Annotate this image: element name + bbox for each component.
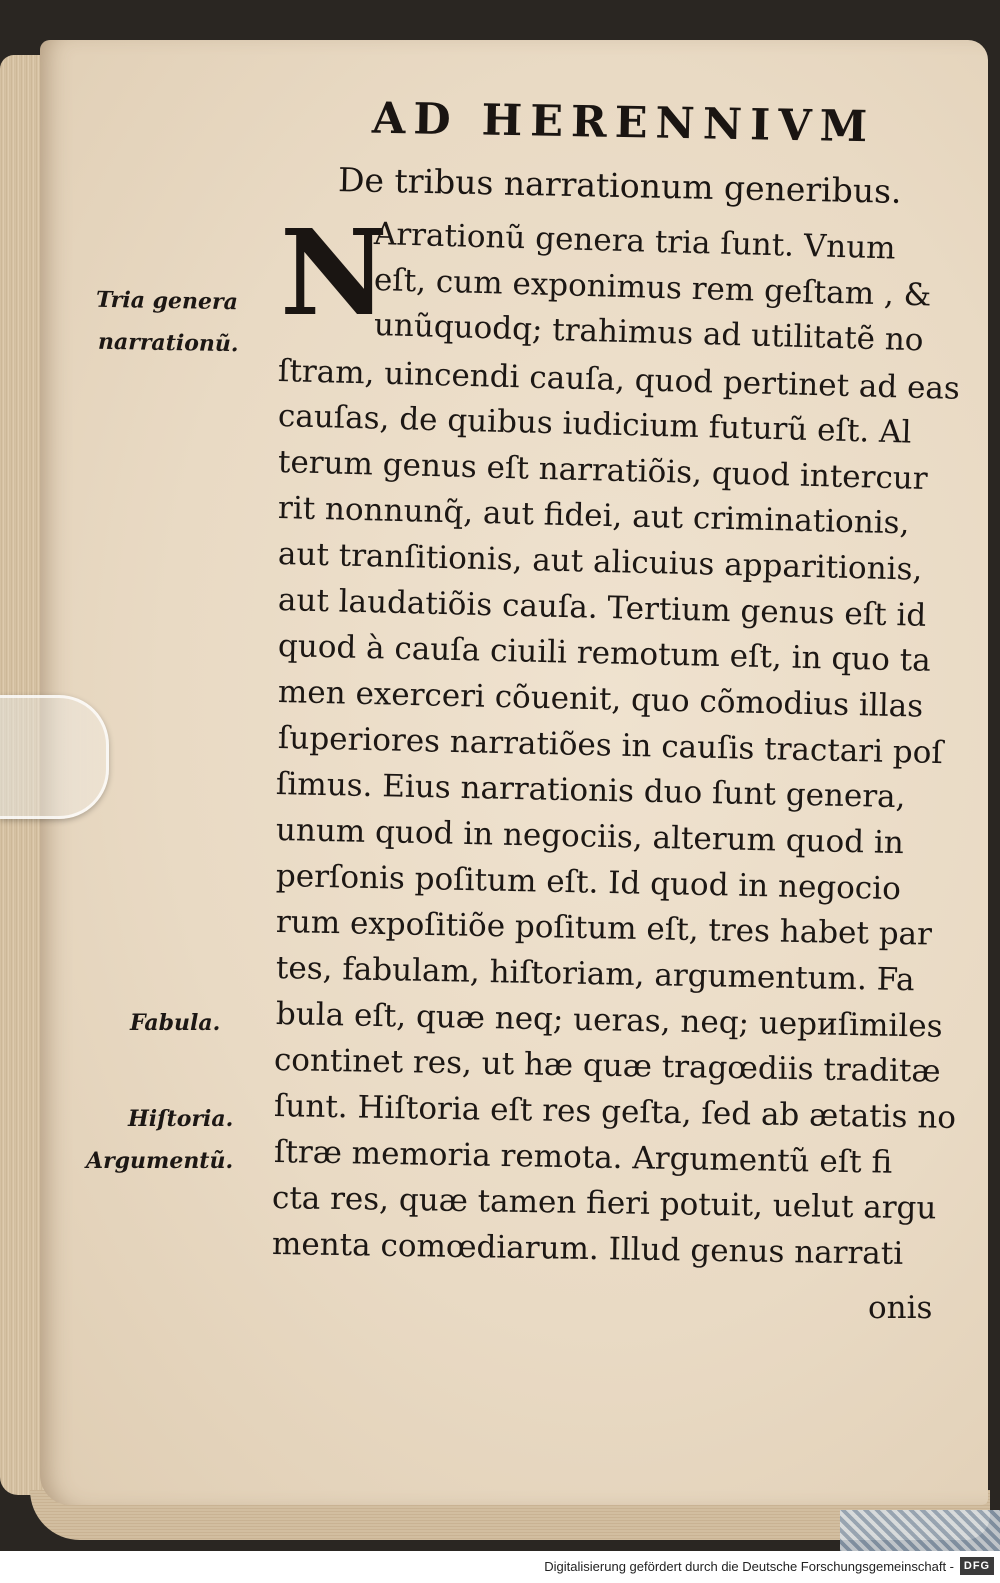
catchword: onis	[868, 1290, 933, 1326]
text-line: unũquodq; trahimus ad utilitatẽ no	[373, 307, 924, 359]
text-line: cta res, quæ tamen fieri potuit, uelut argu	[271, 1180, 937, 1227]
margin-note: Tria genera	[95, 286, 239, 316]
text-line: ſuperiores narratiões in cauſis tractari poſ	[277, 720, 944, 772]
running-head: AD HERENNIVM	[371, 93, 876, 153]
text-line: menta comœdiarum. Illud genus narrati	[271, 1226, 904, 1272]
text-line: perſonis poſitum eſt. Id quod in negocio	[275, 858, 902, 908]
margin-note: Fabula.	[130, 1010, 221, 1036]
text-line: unum quod in negociis, alterum quod in	[275, 812, 905, 862]
dfg-logo-icon: DFG	[960, 1557, 994, 1575]
text-line: Arrationũ genera tria ſunt. Vnum	[373, 216, 897, 267]
text-line: rum expoſitiõe poſitum eſt, tres habet par	[275, 904, 933, 953]
text-line: ſunt. Hiſtoria eſt res geſta, ſed ab ætatis no	[273, 1088, 957, 1136]
text-line: cauſas, de quibus iudicium futurũ eſt. Al	[277, 398, 912, 451]
text-line: men exerceri cõuenit, quo cõmodius illas	[277, 674, 924, 725]
margin-note: Hiſtoria.	[128, 1106, 234, 1132]
text-line: terum genus eſt narratiõis, quod intercur	[277, 444, 929, 498]
page-clip	[0, 695, 109, 819]
text-line: eſt, cum exponimus rem geſtam , &	[373, 262, 932, 314]
text-line: ſtram, uincendi cauſa, quod pertinet ad eas	[277, 353, 961, 407]
text-line: tes, fabulam, hiſtoriam, argumentum. Fa	[275, 950, 915, 999]
text-line: rit nonnunq̃, aut fidei, aut criminationis,	[277, 490, 910, 542]
margin-note: narrationũ.	[97, 328, 239, 358]
footer-bar	[0, 1551, 1000, 1583]
text-line: ſimus. Eius narrationis duo ſunt genera,	[275, 766, 906, 816]
text-line: aut laudatiõis cauſa. Tertium genus eſt id	[277, 582, 927, 634]
section-heading: De tribus narrationum generibus.	[337, 160, 902, 211]
text-line: continet res, ut hæ quæ tragœdiis traditæ	[273, 1042, 941, 1090]
text-line: quod à cauſa ciuili remotum eſt, in quo ta	[277, 628, 932, 679]
drop-cap: N	[280, 203, 388, 342]
book-support-cloth	[840, 1510, 1000, 1555]
text-line: aut tranſitionis, aut alicuius apparitionis,	[277, 536, 923, 588]
text-line: ſtræ memoria remota. Argumentũ eſt fi	[273, 1134, 893, 1181]
digitization-credit: Digitalisierung gefördert durch die Deutsche Forschungsgemeinschaft -	[544, 1559, 954, 1574]
text-line: bula eſt, quæ neq; ueras, neq; uериſimiles	[275, 996, 943, 1045]
margin-note: Argumentũ.	[86, 1148, 234, 1174]
